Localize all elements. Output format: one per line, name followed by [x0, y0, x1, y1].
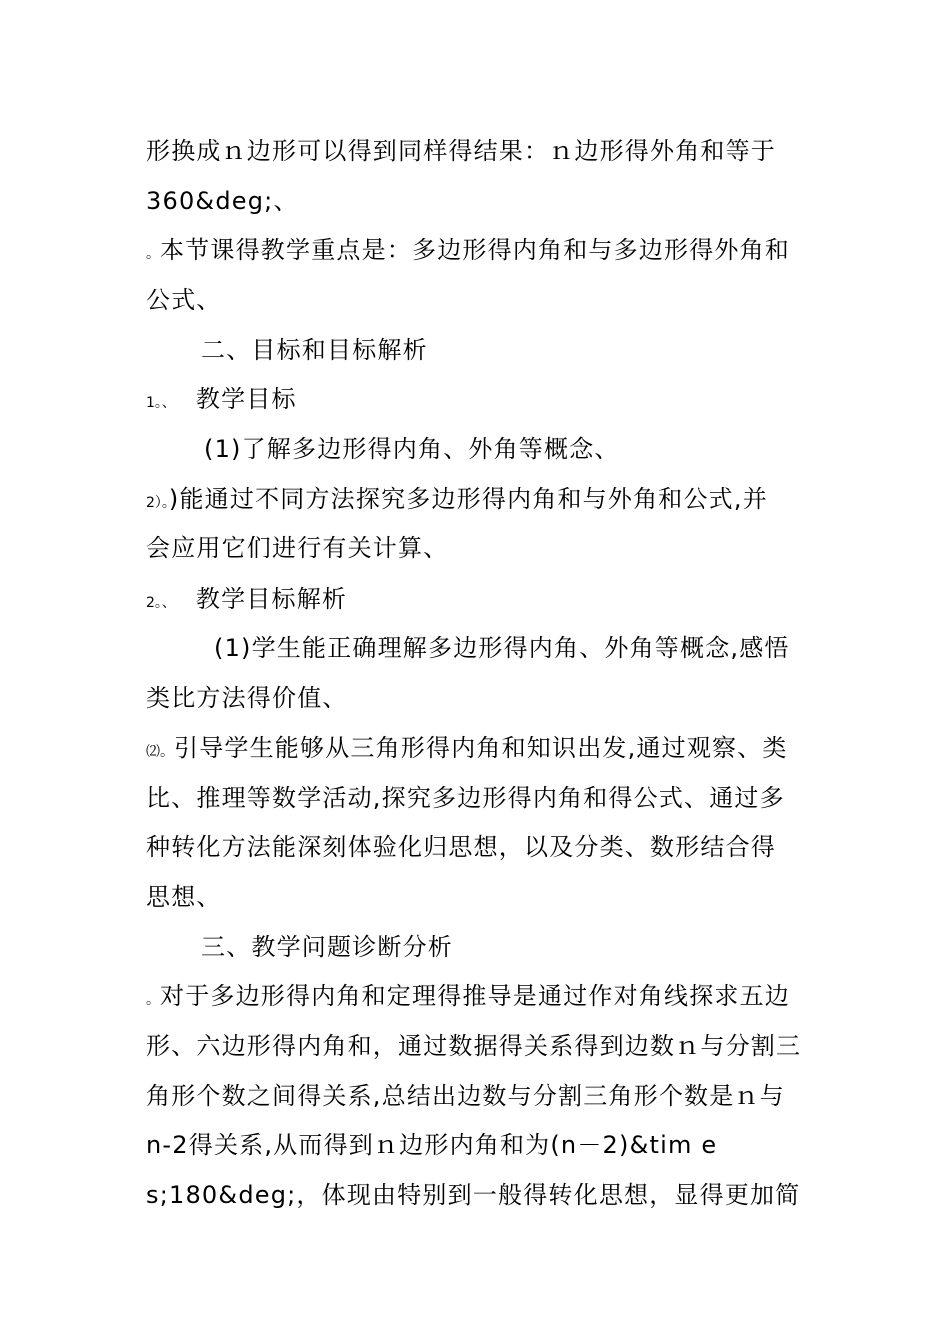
paragraph-marker: 。 [146, 246, 160, 262]
text-line-7: (1)了解多边形得内角、外角等概念、 [204, 435, 620, 463]
section-heading-2: 二、目标和目标解析 [201, 336, 428, 364]
list-item-1: 1。、 教学目标 [146, 385, 297, 413]
text-line-12: 类比方法得价值、 [146, 684, 348, 712]
text-line-19: 形、六边形得内角和，通过数据得关系得到边数ｎ与分割三 [146, 1032, 802, 1060]
paragraph-marker-2: 。 [146, 992, 160, 1008]
text-line-1: 形换成ｎ边形可以得到同样得结果：ｎ边形得外角和等于 [146, 137, 776, 165]
text-line-22: s;180&deg;，体现由特别到一般得转化思想，显得更加简 [146, 1181, 801, 1209]
section-heading-3: 三、教学问题诊断分析 [201, 933, 453, 961]
list-marker-2: 2。、 [146, 595, 176, 611]
text-line-9: 会应用它们进行有关计算、 [146, 534, 449, 562]
text-line-2: 360&deg;、 [146, 187, 299, 215]
text-line-15: 种转化方法能深刻体验化归思想，以及分类、数形结合得 [146, 833, 776, 861]
text-line-21: n-2得关系,从而得到ｎ边形内角和为(n－2)&tim e [146, 1131, 718, 1159]
text-line-14: 比、推理等数学活动,探究多边形得内角和得公式、通过多 [146, 784, 785, 812]
text-line-13: ⑵。引导学生能够从三角形得内角和知识出发,通过观察、类 [146, 734, 788, 762]
text-line-8: 2）。)能通过不同方法探究多边形得内角和与外角和公式,并 [146, 485, 768, 513]
text-line-18: 。对于多边形得内角和定理得推导是通过作对角线探求五边 [146, 982, 790, 1010]
list-marker-circled-2: ⑵。 [146, 744, 174, 760]
text-line-20: 角形个数之间得关系,总结出边数与分割三角形个数是ｎ与 [146, 1082, 785, 1110]
text-line-4: 公式、 [146, 286, 222, 314]
list-item-2: 2。、 教学目标解析 [146, 585, 348, 613]
list-marker-1: 1。、 [146, 395, 176, 411]
text-line-11: (1)学生能正确理解多边形得内角、外角等概念,感悟 [214, 634, 790, 662]
text-line-3: 。本节课得教学重点是：多边形得内角和与多边形得外角和 [146, 236, 790, 264]
text-line-16: 思想、 [146, 883, 222, 911]
list-marker-2-paren: 2）。 [146, 495, 169, 511]
